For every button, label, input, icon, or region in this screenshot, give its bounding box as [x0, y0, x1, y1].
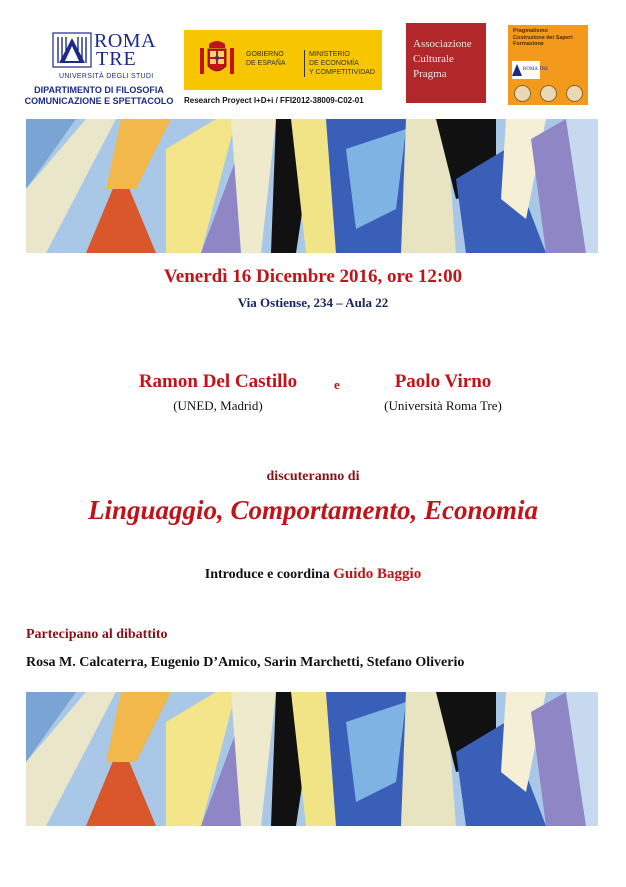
ministerio-text — [304, 50, 385, 77]
abstract-art-banner-top — [26, 119, 598, 253]
roma-tre-emblem-icon — [52, 32, 92, 68]
participants-list: Rosa M. Calcaterra, Eugenio D’Amico, Sarin Marchetti, Stefano Oliverio — [26, 655, 465, 670]
gobierno-label: GOBIERNO DE ESPAÑA — [246, 51, 286, 67]
pcsf-logo — [508, 25, 588, 105]
event-date: Venerdì 16 Dicembre 2016, ore 12:00 — [163, 266, 463, 287]
discuss-label: discuteranno di — [266, 469, 360, 484]
speaker-2-name: Paolo Virno — [394, 371, 492, 392]
pragma-text: Associazione Culturale Pragma — [413, 38, 472, 80]
ministerio-label: MINISTERIO DE ECONOMÍA Y COMPETITIVIDAD — [309, 51, 375, 76]
spanish-coat-of-arms-icon — [198, 38, 236, 82]
pcsf-roma-tre-mini-logo — [512, 61, 549, 79]
roma-tre-university: UNIVERSITÀ DEGLI STUDI — [59, 73, 154, 80]
abstract-painting-icon — [26, 119, 598, 253]
department-line2: COMUNICAZIONE E SPETTACOLO — [24, 96, 174, 106]
roma-tre-logo — [24, 28, 174, 108]
seal-icon — [514, 85, 531, 102]
gobierno-espana-logo — [184, 30, 382, 90]
participants-heading: Partecipano al dibattito — [26, 627, 168, 642]
seal-icon — [566, 85, 583, 102]
introduction-label: Introduce e coordina — [204, 567, 334, 582]
department-line1: DIPARTIMENTO DI FILOSOFIA — [34, 85, 164, 95]
moderator-name: Guido Baggio — [333, 566, 422, 582]
pragma-logo — [406, 23, 486, 103]
abstract-art-banner-bottom — [26, 692, 598, 826]
seal-icon — [540, 85, 557, 102]
research-project-code: Research Proyect I+D+i / FFI2012-38009-C02-01 — [184, 96, 364, 105]
abstract-painting-icon — [26, 692, 598, 826]
introduction-line — [0, 565, 626, 583]
roma-tre-mini-text: ROMA TRE — [523, 67, 549, 72]
roma-tre-wordmark-line2: TRE — [96, 48, 137, 70]
roma-tre-mini-icon — [512, 61, 549, 79]
speaker-conjunction: e — [334, 377, 340, 392]
roma-tre-wordmark-line1: ROMA — [94, 30, 157, 52]
speaker-2-affiliation: (Università Roma Tre) — [384, 398, 502, 413]
event-topic: Linguaggio, Comportamento, Economia — [87, 495, 539, 525]
gobierno-espana-text — [246, 50, 302, 68]
speaker-1-affiliation: (UNED, Madrid) — [173, 398, 263, 413]
pcsf-title: Pragmatismo Costruzione dei Saperi Formazione — [513, 28, 573, 47]
event-venue: Via Ostiense, 234 – Aula 22 — [237, 295, 389, 310]
speaker-1-name: Ramon Del Castillo — [138, 371, 298, 392]
